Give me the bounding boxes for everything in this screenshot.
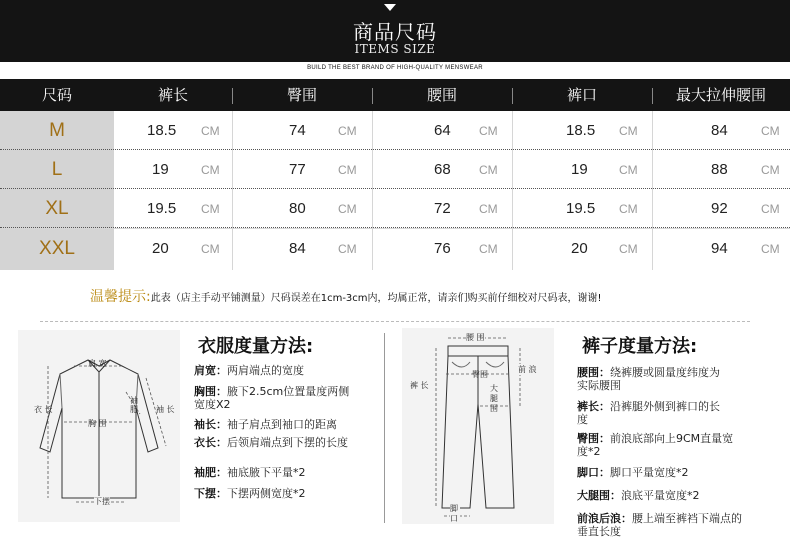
list-item bbox=[577, 400, 729, 426]
tip-text: 此表（店主手动平铺测量）尺码误差在1cm-3cm内，均属正常，请亲们购买前仔细校对尺码表，谢谢! bbox=[150, 293, 602, 304]
cell-value: 84 bbox=[711, 122, 728, 139]
cell-value: 94 bbox=[711, 240, 728, 257]
cell-value: 20 bbox=[571, 240, 588, 257]
list-item bbox=[577, 489, 757, 502]
cell-value: 76 bbox=[434, 240, 451, 257]
cell-value: 19 bbox=[571, 161, 588, 178]
description: 前浪底部向上9CM直量宽度*2 bbox=[577, 432, 734, 458]
rise-label: 前 浪 bbox=[518, 365, 537, 374]
pants-icon bbox=[402, 328, 554, 524]
cell-value: 84 bbox=[289, 240, 306, 257]
cell-unit: CM bbox=[201, 124, 220, 138]
list-item bbox=[194, 487, 374, 500]
term: 裤长： bbox=[577, 400, 610, 413]
cell-unit: CM bbox=[479, 163, 498, 177]
cell-unit: CM bbox=[619, 242, 638, 256]
cell-unit: CM bbox=[338, 242, 357, 256]
cell-value: 64 bbox=[434, 122, 451, 139]
cell-value: 88 bbox=[711, 161, 728, 178]
description: 袖底腋下平量*2 bbox=[227, 466, 306, 479]
term: 袖长： bbox=[194, 418, 227, 431]
size-label: M bbox=[49, 120, 65, 141]
term: 臀围： bbox=[577, 432, 610, 445]
cell-unit: CM bbox=[619, 163, 638, 177]
size-table-body bbox=[0, 111, 790, 270]
list-item bbox=[194, 418, 374, 431]
list-item bbox=[577, 432, 737, 458]
sleeve-label: 袖 长 bbox=[156, 405, 175, 414]
list-item bbox=[577, 366, 729, 392]
divider bbox=[40, 321, 750, 322]
cell-unit: CM bbox=[619, 202, 638, 216]
cell-unit: CM bbox=[619, 124, 638, 138]
list-item bbox=[194, 385, 356, 411]
cell-unit: CM bbox=[761, 163, 780, 177]
term: 胸围： bbox=[194, 385, 227, 398]
cell-unit: CM bbox=[761, 242, 780, 256]
table-row bbox=[0, 111, 790, 150]
shirt-section-title: 衣服度量方法: bbox=[198, 336, 314, 357]
cell-value: 68 bbox=[434, 161, 451, 178]
list-item bbox=[194, 466, 374, 479]
armhole-label: 袖肥 bbox=[130, 396, 138, 414]
list-item bbox=[577, 466, 757, 479]
list-item bbox=[194, 364, 374, 377]
size-tip bbox=[90, 286, 602, 306]
cell-value: 80 bbox=[289, 200, 306, 217]
cell-unit: CM bbox=[479, 124, 498, 138]
size-table-header bbox=[0, 79, 790, 111]
column-header-cuff: 裤口 bbox=[566, 86, 597, 104]
cell-unit: CM bbox=[761, 202, 780, 216]
cuff-label: 脚口 bbox=[450, 504, 458, 523]
description: 两肩端点的宽度 bbox=[227, 364, 304, 377]
size-label: L bbox=[51, 159, 63, 180]
size-label: XL bbox=[45, 198, 69, 219]
term: 大腿围： bbox=[577, 489, 621, 502]
term: 前浪后浪： bbox=[577, 512, 632, 525]
shirt-figure bbox=[18, 330, 180, 522]
description: 下摆两侧宽度*2 bbox=[227, 487, 306, 500]
description: 沿裤腿外侧到裤口的长度 bbox=[577, 400, 720, 426]
thigh-label: 大腿围 bbox=[490, 384, 498, 413]
cell-value: 19.5 bbox=[566, 200, 596, 217]
section-divider bbox=[384, 333, 385, 523]
page-subtitle: ITEMS SIZE bbox=[354, 42, 436, 56]
term: 衣长： bbox=[194, 436, 227, 449]
cell-value: 19 bbox=[152, 161, 169, 178]
length-label: 衣 长 bbox=[34, 405, 53, 414]
description: 浪底平量宽度*2 bbox=[621, 489, 700, 502]
cell-unit: CM bbox=[338, 202, 357, 216]
cell-value: 18.5 bbox=[566, 122, 596, 139]
term: 袖肥： bbox=[194, 466, 227, 479]
column-header-hip: 臀围 bbox=[286, 86, 317, 104]
cell-unit: CM bbox=[338, 124, 357, 138]
cell-unit: CM bbox=[201, 242, 220, 256]
column-header-size: 尺码 bbox=[41, 86, 72, 104]
waist-label: 腰 围 bbox=[466, 333, 485, 342]
description: 绕裤腰或圆量度纬度为实际腰围 bbox=[577, 366, 720, 392]
cell-value: 77 bbox=[289, 161, 306, 178]
term: 下摆： bbox=[194, 487, 227, 500]
chest-label: 胸 围 bbox=[88, 419, 107, 428]
cell-value: 19.5 bbox=[147, 200, 177, 217]
cell-value: 74 bbox=[289, 122, 306, 139]
column-header-waist: 腰围 bbox=[426, 86, 457, 104]
table-row bbox=[0, 189, 790, 228]
term: 腰围： bbox=[577, 366, 610, 379]
header-banner bbox=[0, 0, 790, 62]
cell-unit: CM bbox=[761, 124, 780, 138]
description: 腋下2.5cm位置量度两侧宽度X2 bbox=[194, 385, 350, 411]
description: 袖子肩点到袖口的距离 bbox=[227, 418, 337, 431]
tip-label: 温馨提示: bbox=[90, 289, 151, 305]
table-row bbox=[0, 150, 790, 189]
pants-section-title: 裤子度量方法: bbox=[582, 336, 698, 357]
length-label: 裤 长 bbox=[410, 381, 429, 390]
term: 肩宽： bbox=[194, 364, 227, 377]
hem-label: 下摆 bbox=[94, 497, 110, 506]
list-item bbox=[577, 512, 747, 538]
size-label: XXL bbox=[39, 238, 75, 259]
cell-unit: CM bbox=[479, 202, 498, 216]
description: 脚口平量宽度*2 bbox=[610, 466, 689, 479]
list-item bbox=[194, 436, 356, 449]
cell-unit: CM bbox=[338, 163, 357, 177]
shoulder-label: 肩 宽 bbox=[88, 359, 107, 368]
cell-value: 92 bbox=[711, 200, 728, 217]
table-row bbox=[0, 228, 790, 270]
pants-figure bbox=[402, 328, 554, 524]
description: 后领肩端点到下摆的长度 bbox=[227, 436, 348, 449]
cell-value: 20 bbox=[152, 240, 169, 257]
page-title: 商品尺码 bbox=[353, 20, 437, 44]
description: 腰上端至裤裆下端点的垂直长度 bbox=[577, 512, 742, 538]
cell-unit: CM bbox=[201, 202, 220, 216]
brand-tagline: BUILD THE BEST BRAND OF HIGH-QUALITY MENSWEAR bbox=[307, 65, 483, 71]
term: 脚口： bbox=[577, 466, 610, 479]
hip-label: 臀围 bbox=[472, 370, 488, 379]
cell-unit: CM bbox=[479, 242, 498, 256]
column-header-max-waist: 最大拉伸腰围 bbox=[675, 86, 766, 104]
column-header-length: 裤长 bbox=[157, 86, 188, 104]
chevron-down-icon bbox=[384, 4, 396, 11]
cell-value: 18.5 bbox=[147, 122, 177, 139]
cell-value: 72 bbox=[434, 200, 451, 217]
cell-unit: CM bbox=[201, 163, 220, 177]
